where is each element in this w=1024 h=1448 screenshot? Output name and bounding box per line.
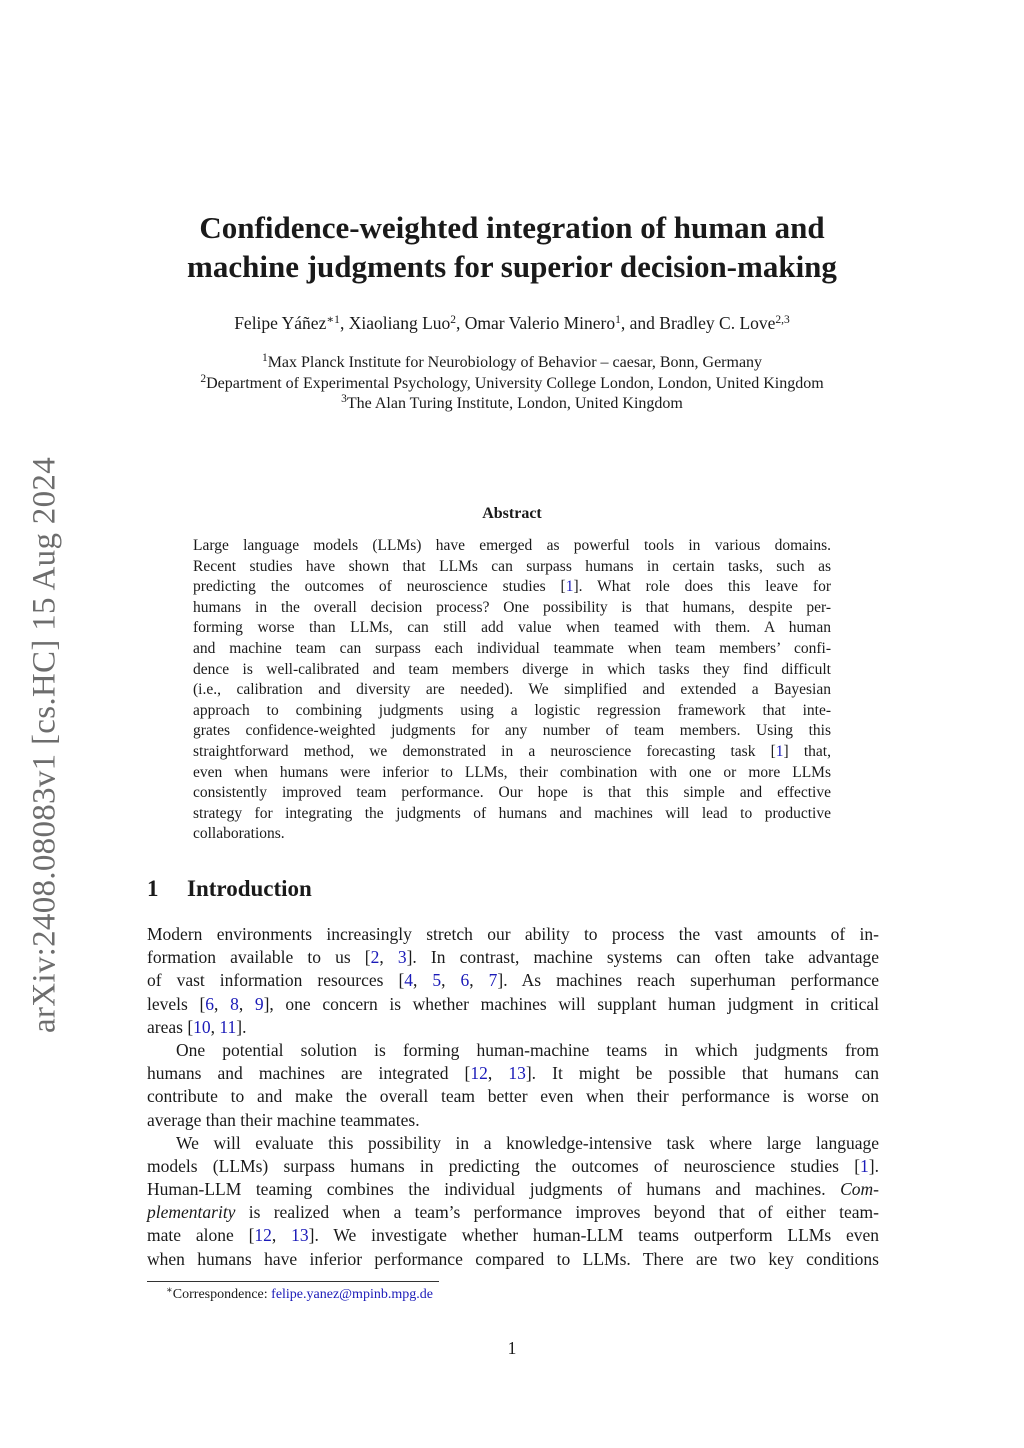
citation-link[interactable]: 1 [775,742,784,760]
introduction-body [147,923,879,1271]
citation-link[interactable]: 3 [397,947,407,968]
abstract-line: even when humans were inferior to LLMs, their combination with one or more LLMs [193,763,831,781]
author-name: Bradley C. Love [659,313,776,333]
body-line: of vast information resources [4, 5, 6, 7]. As machines reach superhuman performance [147,970,880,991]
affiliation-text: Max Planck Institute for Neurobiology of Behavior – caesar, Bonn, Germany [267,354,763,371]
abstract-line: Recent studies have shown that LLMs can surpass humans in certain tasks, such as [193,557,831,575]
abstract-line: consistently improved team performance. Our hope is that this simple and effective [193,784,831,802]
body-line: formation available to us [2, 3]. In contrast, machine systems can often take advantage [147,947,879,968]
author-list [0,311,1024,335]
section-heading [147,876,312,902]
page-number: 1 [507,1338,517,1358]
affiliation-text: The Alan Turing Institute, London, United Kingdom [346,395,683,413]
citation-link[interactable]: 12 [470,1063,488,1084]
citation-link[interactable]: 13 [508,1063,526,1084]
citation-link[interactable]: 1 [860,1155,869,1176]
citation-link[interactable]: 12 [254,1225,272,1246]
body-line: We will evaluate this possibility in a knowledge-intensive task where large language [176,1132,879,1153]
abstract-heading: Abstract [482,505,542,522]
affiliation-marker: 2 [200,372,207,385]
body-line: mate alone [12, 13]. We investigate whether human-LLM teams outperform LLMs even [147,1225,880,1246]
author-affiliation-marker: 2 [450,314,457,326]
body-line: contribute to and make the overall team better even when their performance is worse on [147,1086,879,1107]
author-name: Xiaoliang Luo [348,313,451,333]
affiliation-marker: 3 [341,393,347,406]
emphasized-term: plementarity [147,1202,236,1223]
body-line: average than their machine teammates. [147,1109,420,1130]
citation-link[interactable]: 6 [205,993,215,1014]
abstract-line: Large language models (LLMs) have emerged as powerful tools in various domains. [193,537,831,554]
abstract-line: forming worse than LLMs, can still add value when teamed with them. A human [193,619,831,637]
citation-link[interactable]: 11 [219,1016,237,1037]
author-affiliation-marker: 2,3 [775,314,790,326]
author-affiliation-marker: ∗1 [326,314,340,326]
footnote [166,1287,433,1303]
body-line: humans and machines are integrated [12, 13]. It might be possible that humans can [147,1063,880,1084]
abstract-line: grates confidence-weighted judgments for any number of team members. Using this [193,722,831,740]
body-line: levels [6, 8, 9], one concern is whether machines will supplant human judgment in critical [147,993,880,1014]
citation-link[interactable]: 9 [254,993,264,1014]
abstract-line: dence is well-calibrated and team members diverge in which tasks they find difficult [193,660,831,678]
affiliation-text: Department of Experimental Psychology, University College London, London, United Kingdom [206,374,824,392]
abstract-body [193,536,831,845]
abstract-line: humans in the overall decision process? One possibility is that humans, despite per- [193,598,831,616]
citation-link[interactable]: 6 [460,970,470,991]
footnote-marker: ∗ [166,1285,173,1296]
body-line: One potential solution is forming human-machine teams in which judgments from [176,1039,879,1060]
abstract-line: collaborations. [193,825,285,843]
body-line: models (LLMs) surpass humans in predicting the outcomes of neuroscience studies [1]. [147,1155,879,1176]
citation-link[interactable]: 4 [404,970,414,991]
arxiv-identifier-stamp: arXiv:2408.08083v1 [cs.HC] 15 Aug 2024 [26,456,63,1034]
body-line: Human-LLM teaming combines the individual judgments of humans and machines. Com- [147,1179,879,1200]
title-line: machine judgments for superior decision-making [187,249,837,284]
citation-link[interactable]: 13 [291,1225,309,1246]
author-affiliation-marker: 1 [615,314,621,326]
abstract-line: (i.e., calibration and diversity are needed). We simplified and extended a Bayesian [193,681,831,699]
abstract-line: approach to combining judgments using a logistic regression framework that inte- [193,701,831,719]
citation-link[interactable]: 2 [370,947,380,968]
affiliation-list [0,353,1024,415]
affiliation [0,394,1024,415]
body-line: plementarity is realized when a team’s performance improves beyond that of either team- [147,1202,879,1223]
correspondence-email-link[interactable]: felipe.yanez@mpinb.mpg.de [271,1287,433,1302]
emphasized-term: Com- [840,1179,879,1200]
affiliation [0,353,1024,374]
author-separator: , [339,313,349,333]
abstract-line: straightforward method, we demonstrated in a neuroscience forecasting task [1] that, [193,742,831,760]
affiliation-marker: 1 [261,352,268,364]
citation-link[interactable]: 7 [488,970,498,991]
author-name: Omar Valerio Minero [464,313,616,333]
abstract-line: strategy for integrating the judgments of humans and machines will lead to productive [193,804,831,822]
author-separator: , and [620,313,660,333]
body-line: when humans have inferior performance compared to LLMs. There are two key conditions [147,1248,879,1269]
citation-link[interactable]: 10 [193,1016,211,1037]
author-name: Felipe Yáñez [234,313,327,333]
body-line: Modern environments increasingly stretch our ability to process the vast amounts of in- [147,924,879,944]
citation-link[interactable]: 1 [565,578,574,596]
section-title: Introduction [187,876,312,901]
section-number: 1 [147,876,159,901]
affiliation [0,374,1024,395]
citation-link[interactable]: 8 [230,993,239,1014]
author-separator: , [456,313,465,333]
abstract-line: predicting the outcomes of neuroscience studies [1]. What role does this leave for [193,578,831,596]
footnote-divider [147,1281,439,1282]
body-line: areas [10, 11]. [147,1016,247,1037]
title-line: Confidence-weighted integration of human and [199,210,825,245]
citation-link[interactable]: 5 [432,970,442,991]
footnote-label: Correspondence: [172,1287,272,1302]
paper-title [0,208,1024,286]
abstract-line: and machine team can surpass each individual teammate when team members’ confi- [193,639,831,657]
